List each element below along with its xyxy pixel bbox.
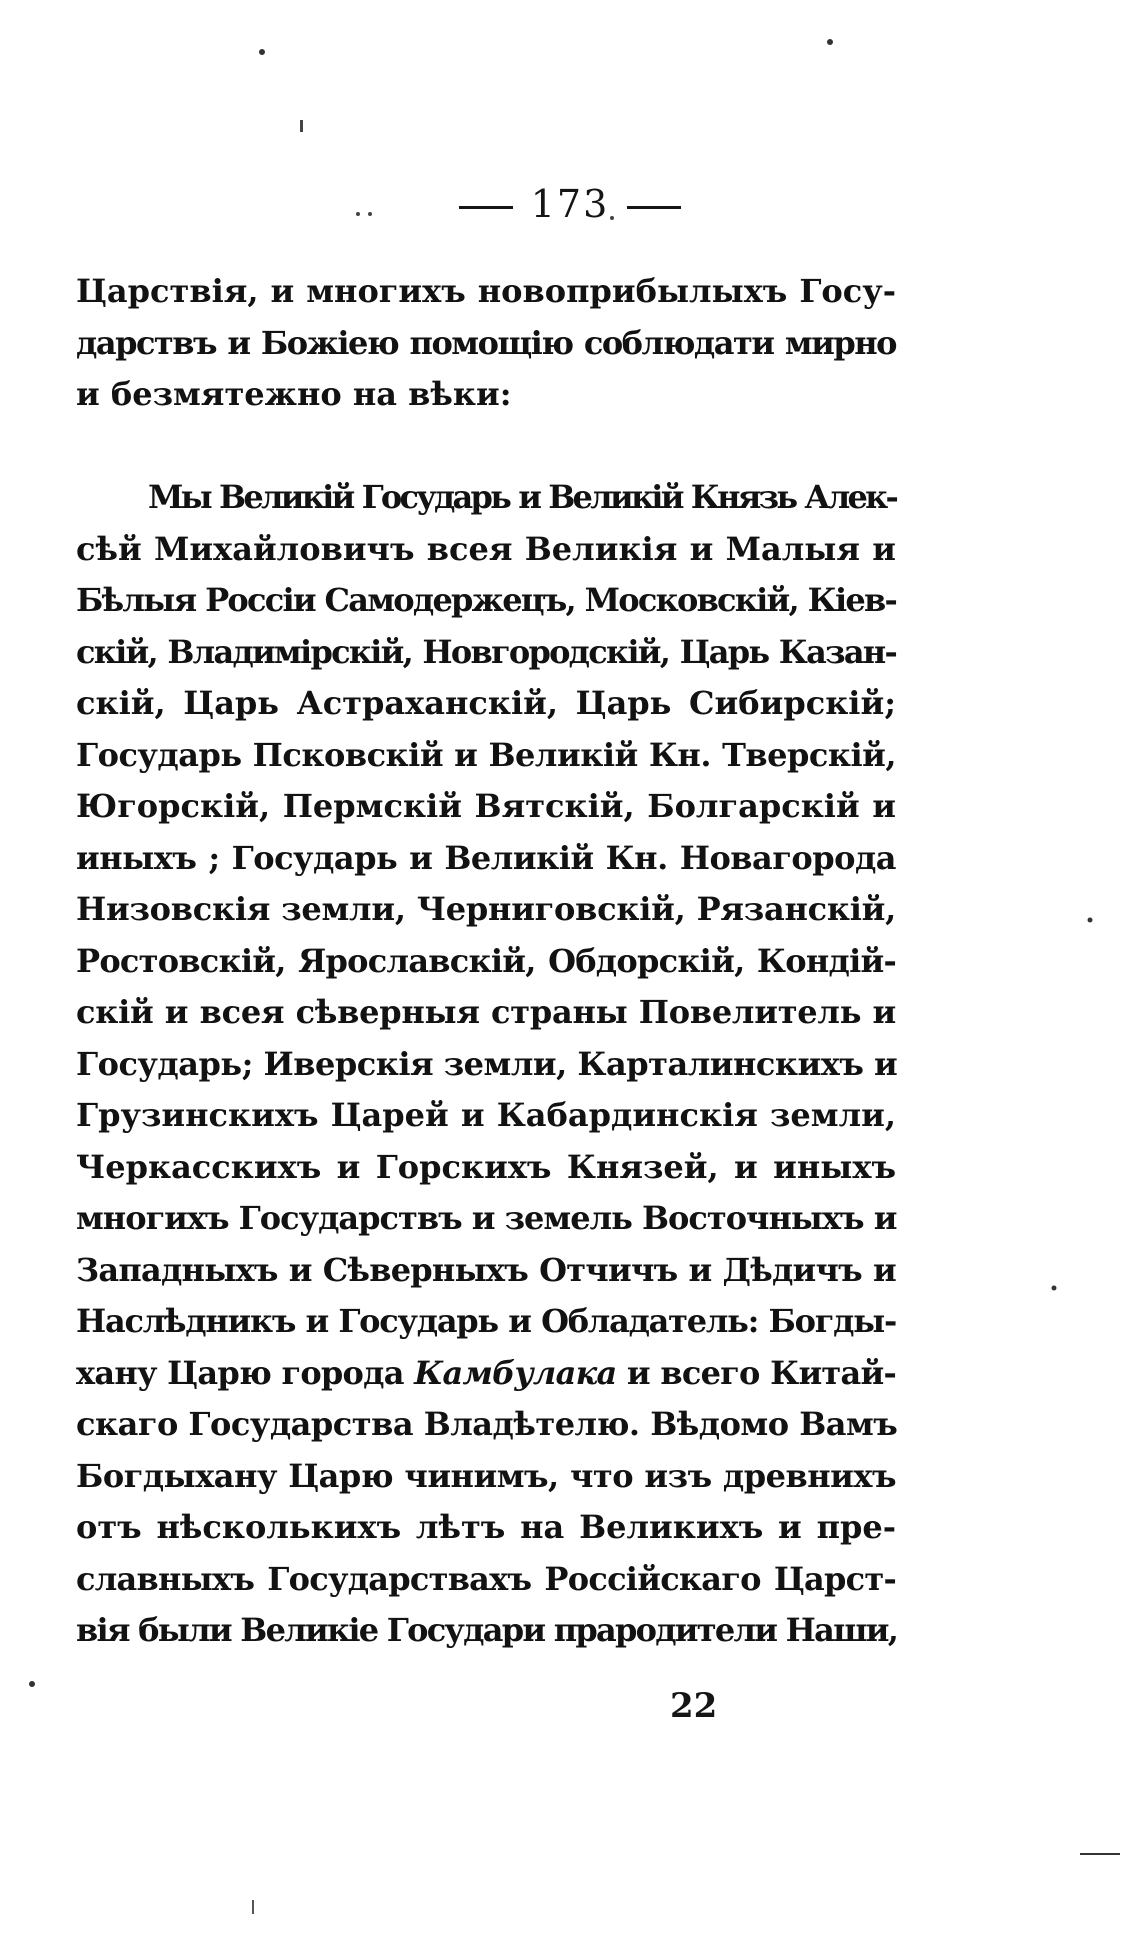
text-line: Черкасскихъ и Горскихъ Князей, и иныхъ (76, 1147, 896, 1186)
text-line: и безмятежно на вѣки: (76, 375, 512, 413)
text-line: Бѣлыя Россіи Самодержецъ, Московскій, Кіев- (76, 581, 896, 619)
text-line: Низовскія земли, Черниговскій, Рязанскій, (76, 890, 896, 928)
signature-mark: 22 (670, 1686, 718, 1726)
text-line: скій и всея сѣверныя страны Повелитель и (76, 993, 896, 1031)
speck (252, 1900, 254, 1914)
text-line: иныхъ ; Государь и Великій Кн. Новагорода (76, 838, 896, 877)
text-line: отъ нѣсколькихъ лѣтъ на Великихъ и пре- (76, 1508, 896, 1546)
speck (1088, 918, 1093, 923)
text-line: Государь; Иверскія земли, Карталинскихъ и (76, 1044, 898, 1083)
speck (1052, 1286, 1057, 1291)
paragraph-letter (76, 472, 896, 1657)
text-line: Царствія, и многихъ новоприбылыхъ Госу- (76, 272, 896, 310)
text-line-with-italic (76, 1348, 896, 1400)
text-line: Ростовскій, Ярославскій, Обдорскій, Кондій- (76, 941, 896, 980)
text-line: вія были Великіе Государи прародители Наши, (76, 1611, 898, 1649)
text-line: Богдыхану Царю чинимъ, что изъ древнихъ (76, 1456, 896, 1495)
speck (1080, 1853, 1120, 1855)
speck (259, 49, 265, 55)
page-header (0, 182, 1140, 226)
header-dash-right (627, 206, 681, 209)
page-number: 173 (530, 182, 610, 226)
text-line: Западныхъ и Сѣверныхъ Отчичъ и Дѣдичъ и (76, 1250, 896, 1289)
italic-place-name: Камбулака (414, 1353, 617, 1392)
paragraph-continuation (76, 266, 896, 421)
speck (827, 39, 833, 45)
speck (29, 1681, 35, 1687)
text-line: Югорскій, Пермскій Вятскій, Болгарскій и (76, 787, 896, 825)
text-line: скій, Владимірскій, Новгородскій, Царь Казан- (76, 632, 896, 671)
text-line: скій, Царь Астраханскій, Царь Сибирскій; (76, 684, 896, 722)
text-line: Наслѣдникъ и Государь и Обладатель: Богды- (76, 1302, 896, 1340)
speck (300, 120, 303, 132)
text-line: сѣй Михайловичъ всея Великія и Малыя и (76, 529, 896, 568)
text-line: Мы Великій Государь и Великій Князь Алек- (148, 478, 896, 516)
text-line: Государь Псковскій и Великій Кн. Тверскій, (76, 735, 896, 774)
text-segment: и всего Китай- (616, 1353, 897, 1392)
text-line: многихъ Государствъ и земель Восточныхъ и (76, 1199, 897, 1237)
text-segment: хану Царю города (76, 1353, 415, 1392)
text-line: Грузинскихъ Царей и Кабардинскія земли, (76, 1096, 896, 1134)
text-line: славныхъ Государствахъ Россійскаго Царст- (76, 1559, 896, 1598)
text-line: скаго Государства Владѣтелю. Вѣдомо Вамъ (76, 1405, 898, 1443)
header-dash-left (459, 206, 513, 209)
text-line: дарствъ и Божіею помощію соблюдати мирно (76, 323, 896, 362)
